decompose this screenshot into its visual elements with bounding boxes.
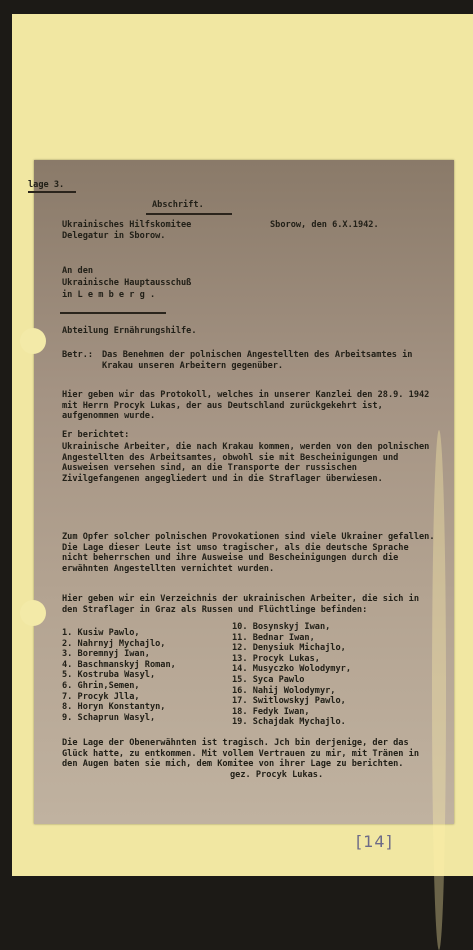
- sender-line-1: Ukrainisches Hilfskomitee: [62, 220, 192, 230]
- worker-name-item: 4. Baschmanskyj Roman,: [62, 659, 176, 670]
- worker-name-item: 7. Procyk Jlla,: [62, 691, 140, 702]
- worker-name-item: 3. Boremnyj Iwan,: [62, 649, 150, 660]
- worker-name-item: 6. Ghrin,Semen,: [62, 680, 140, 691]
- anlage-underline: [28, 191, 76, 193]
- worker-name-item: 13. Procyk Lukas,: [232, 653, 320, 664]
- department-line: Abteilung Ernährungshilfe.: [62, 326, 197, 336]
- worker-name-item: 9. Schaprun Wasyl,: [62, 712, 156, 723]
- heading-underline: [146, 213, 232, 215]
- punch-hole: [20, 600, 46, 626]
- addressee-line-1: An den: [62, 266, 94, 276]
- punch-hole: [20, 328, 46, 354]
- subject-label: Betr.:: [62, 350, 94, 360]
- reports-label: Er berichtet:: [62, 430, 130, 440]
- document-photo: [28, 160, 454, 824]
- addressee-rule: [60, 312, 166, 314]
- worker-name-item: 14. Musyczko Wolodymyr,: [232, 664, 351, 675]
- worker-name-item: 15. Syca Pawlo: [232, 674, 305, 685]
- addressee-line-2: Ukrainische Hauptausschuß: [62, 278, 192, 288]
- document-heading: Abschrift.: [152, 200, 204, 210]
- worker-name-item: 8. Horyn Konstantyn,: [62, 702, 166, 713]
- worker-name-item: 5. Kostruba Wasyl,: [62, 670, 156, 681]
- subject-text: Das Benehmen der polnischen Angestellten des Arbeitsamtes in Krakau unseren Arbeitern gegenüber.: [102, 350, 413, 371]
- paragraph-victims: Zum Opfer solcher polnischen Provokationen sind viele Ukrainer gefallen. Die Lage dieser Leute ist umso tragischer, als die deutsche Sprache nicht beherrschen und ihre Ausweise und Bescheinigungen durch die erwähnten Angestellten vernichtet wurden.: [62, 532, 435, 574]
- anlage-label: lage 3.: [28, 180, 65, 190]
- paragraph-list-intro: Hier geben wir ein Verzeichnis der ukrainischen Arbeiter, die sich in den Straflager in Graz als Russen und Flüchtlinge befinden:: [62, 594, 419, 615]
- page-edge-shadow: [432, 430, 446, 950]
- worker-name-item: 17. Switlowskyj Pawlo,: [232, 696, 346, 707]
- paragraph-report: Ukrainische Arbeiter, die nach Krakau kommen, werden von den polnischen Angestellten des Arbeitsamtes, obwohl sie mit Bescheinigungen und Ausweisen versehen sind, an die Transporte der russischen Zivilgefangenen angegliedert und in die Straflager überwiesen.: [62, 442, 430, 484]
- names-list-right: [232, 622, 351, 728]
- worker-name-item: 12. Denysiuk Michajlo,: [232, 643, 346, 654]
- addressee-line-3: in L e m b e r g .: [62, 290, 156, 300]
- names-list-left: [62, 628, 176, 723]
- worker-name-item: 11. Bednar Iwan,: [232, 632, 315, 643]
- worker-name-item: 10. Bosynskyj Iwan,: [232, 622, 331, 632]
- archive-page-stamp: [14]: [356, 832, 393, 851]
- place-date: Sborow, den 6.X.1942.: [270, 220, 379, 230]
- worker-name-item: 2. Nahrnyj Mychajlo,: [62, 638, 166, 649]
- worker-name-item: 1. Kusiw Pawlo,: [62, 628, 140, 638]
- signature: gez. Procyk Lukas.: [230, 770, 324, 780]
- sender-line-2: Delegatur in Sborow.: [62, 231, 166, 241]
- paragraph-closing: Die Lage der Obenerwähnten ist tragisch. Jch bin derjenige, der das Glück hatte, zu entkommen. Mit vollem Vertrauen zu mir, mit Tränen in den Augen baten sie mich, dem Komitee von ihrer Lage zu berichten.: [62, 738, 419, 770]
- worker-name-item: 16. Nahij Wolodymyr,: [232, 685, 336, 696]
- paragraph-protocol: Hier geben wir das Protokoll, welches in unserer Kanzlei den 28.9. 1942 mit Herrn Procyk Lukas, der aus Deutschland zurückgekehrt ist, aufgenommen wurde.: [62, 390, 430, 422]
- worker-name-item: 19. Schajdak Mychajlo.: [232, 717, 346, 728]
- worker-name-item: 18. Fedyk Iwan,: [232, 706, 310, 717]
